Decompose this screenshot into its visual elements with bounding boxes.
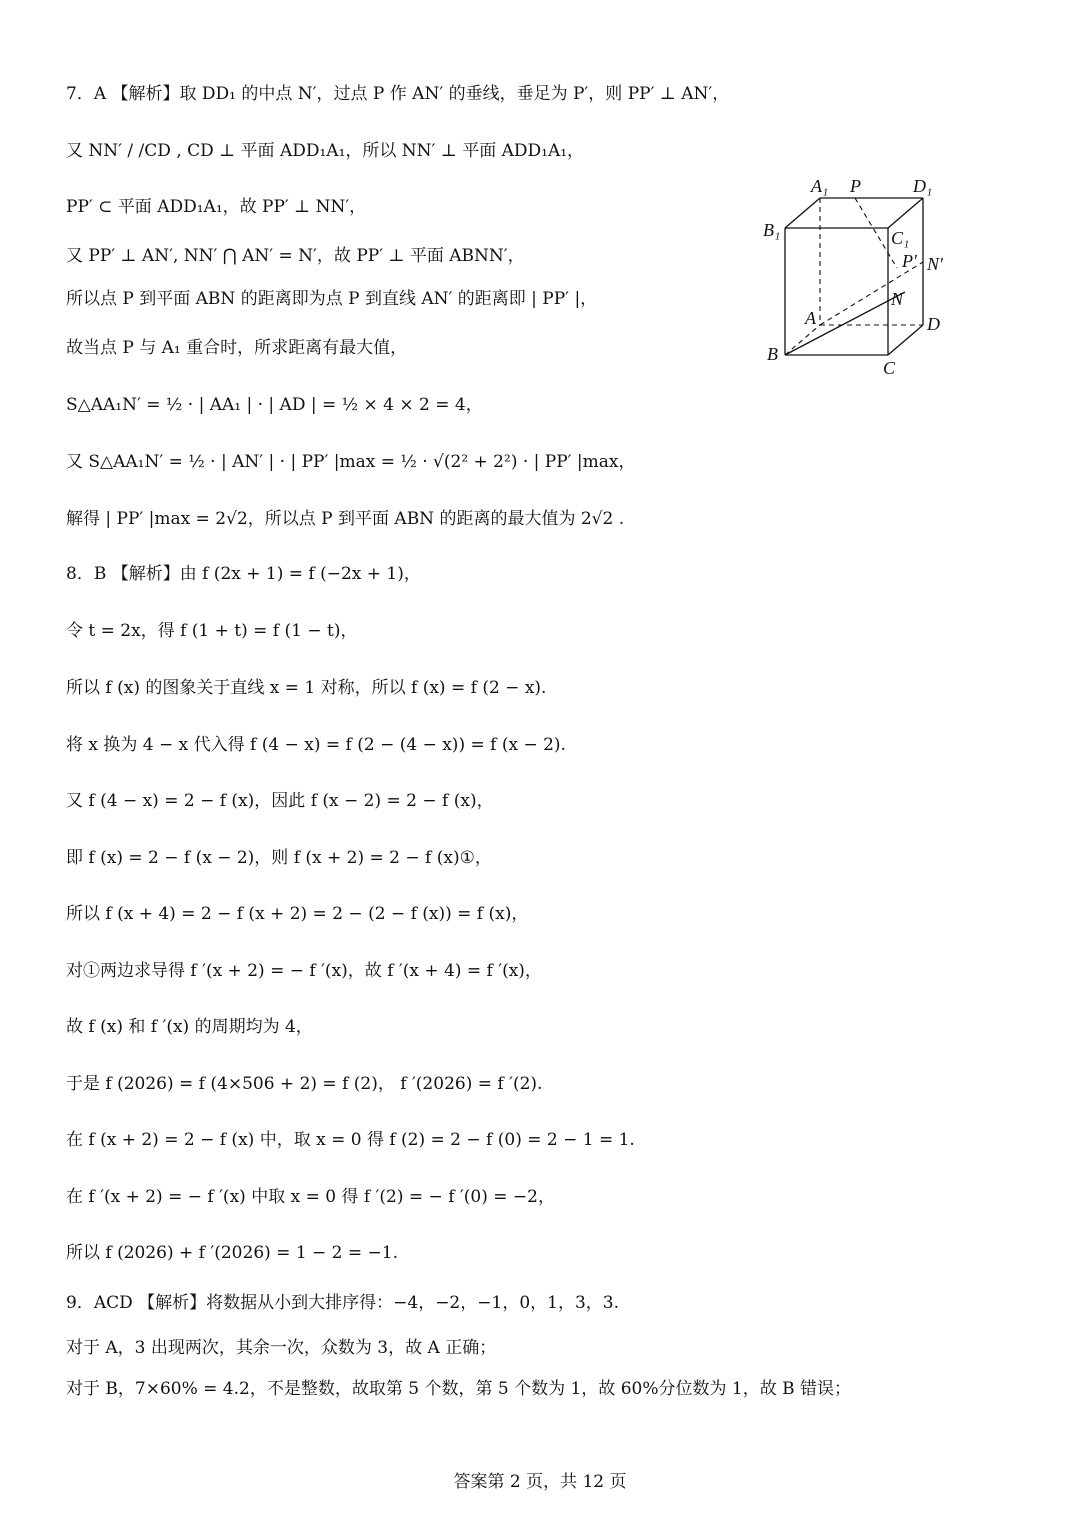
label-P: P <box>850 176 861 196</box>
solution-line: 即 f (x) = 2 − f (x − 2)，则 f (x + 2) = 2 − f (x)①， <box>66 848 492 868</box>
solution-line: 故当点 P 与 A₁ 重合时，所求距离有最大值， <box>66 338 408 358</box>
solution-line: 对于 B，7×60% = 4.2，不是整数，故取第 5 个数，第 5 个数为 1，故 60%分位数为 1，故 B 错误； <box>66 1379 852 1399</box>
label-A1: A₁ <box>811 176 829 196</box>
label-A: A <box>805 308 816 328</box>
solution-line: 在 f ′(x + 2) = − f ′(x) 中取 x = 0 得 f ′(2) = − f ′(0) = −2， <box>66 1187 555 1207</box>
label-B1: B₁ <box>763 220 781 240</box>
solution-line: 又 S△AA₁N′ = ½ · | AN′ | · | PP′ |max = ½ · √(2² + 2²) · | PP′ |max， <box>66 452 636 472</box>
label-D: D <box>927 314 940 334</box>
solution-line: 将 x 换为 4 − x 代入得 f (4 − x) = f (2 − (4 − x)) = f (x − 2). <box>66 735 566 755</box>
label-D1: D₁ <box>913 176 933 196</box>
solution-line: 解得 | PP′ |max = 2√2，所以点 P 到平面 ABN 的距离的最大值为 2√2 . <box>66 509 625 529</box>
solution-line: 8．B 【解析】由 f (2x + 1) = f (−2x + 1)， <box>66 564 421 584</box>
label-N: N <box>891 289 904 309</box>
solution-line: 又 NN′ / /CD , CD ⊥ 平面 ADD₁A₁，所以 NN′ ⊥ 平面 ADD₁A₁， <box>66 141 585 161</box>
solution-line: 对①两边求导得 f ′(x + 2) = − f ′(x)，故 f ′(x + 4) = f ′(x)， <box>66 961 542 981</box>
solution-line: 令 t = 2x，得 f (1 + t) = f (1 − t)， <box>66 621 358 641</box>
label-B: B <box>767 344 778 364</box>
solution-line: 故 f (x) 和 f ′(x) 的周期均为 4， <box>66 1017 313 1037</box>
solution-line: 7．A 【解析】取 DD₁ 的中点 N′，过点 P 作 AN′ 的垂线，垂足为 P′，则 PP′ ⊥ AN′， <box>66 84 730 104</box>
solution-line: 所以 f (x + 4) = 2 − f (x + 2) = 2 − (2 − f (x)) = f (x)， <box>66 904 529 924</box>
label-C1: C₁ <box>891 228 910 248</box>
label-Pprime: P′ <box>902 251 917 271</box>
label-Nprime: N′ <box>927 254 943 274</box>
cube-figure <box>755 170 955 380</box>
solution-line: 9．ACD 【解析】将数据从小到大排序得：−4，−2，−1，0，1，3，3. <box>66 1293 619 1313</box>
solution-line: 又 PP′ ⊥ AN′, NN′ ⋂ AN′ = N′，故 PP′ ⊥ 平面 ABNN′， <box>66 246 525 266</box>
solution-line: 所以点 P 到平面 ABN 的距离即为点 P 到直线 AN′ 的距离即 | PP′ |， <box>66 289 598 309</box>
solution-line: 在 f (x + 2) = 2 − f (x) 中，取 x = 0 得 f (2) = 2 − f (0) = 2 − 1 = 1. <box>66 1130 635 1150</box>
solution-line: 对于 A，3 出现两次，其余一次，众数为 3，故 A 正确； <box>66 1338 497 1358</box>
label-C: C <box>883 358 896 378</box>
page-footer: 答案第 2 页，共 12 页 <box>453 1472 627 1492</box>
solution-line: 所以 f (2026) + f ′(2026) = 1 − 2 = −1. <box>66 1243 399 1263</box>
solution-line: PP′ ⊂ 平面 ADD₁A₁，故 PP′ ⊥ NN′， <box>66 197 367 217</box>
solution-line: S△AA₁N′ = ½ · | AA₁ | · | AD | = ½ × 4 × 2 = 4， <box>66 395 483 415</box>
solution-line: 于是 f (2026) = f (4×506 + 2) = f (2)， f ′(2026) = f ′(2). <box>66 1074 543 1094</box>
solution-line: 又 f (4 − x) = 2 − f (x)，因此 f (x − 2) = 2 − f (x)， <box>66 791 494 811</box>
solution-line: 所以 f (x) 的图象关于直线 x = 1 对称，所以 f (x) = f (2 − x). <box>66 678 547 698</box>
